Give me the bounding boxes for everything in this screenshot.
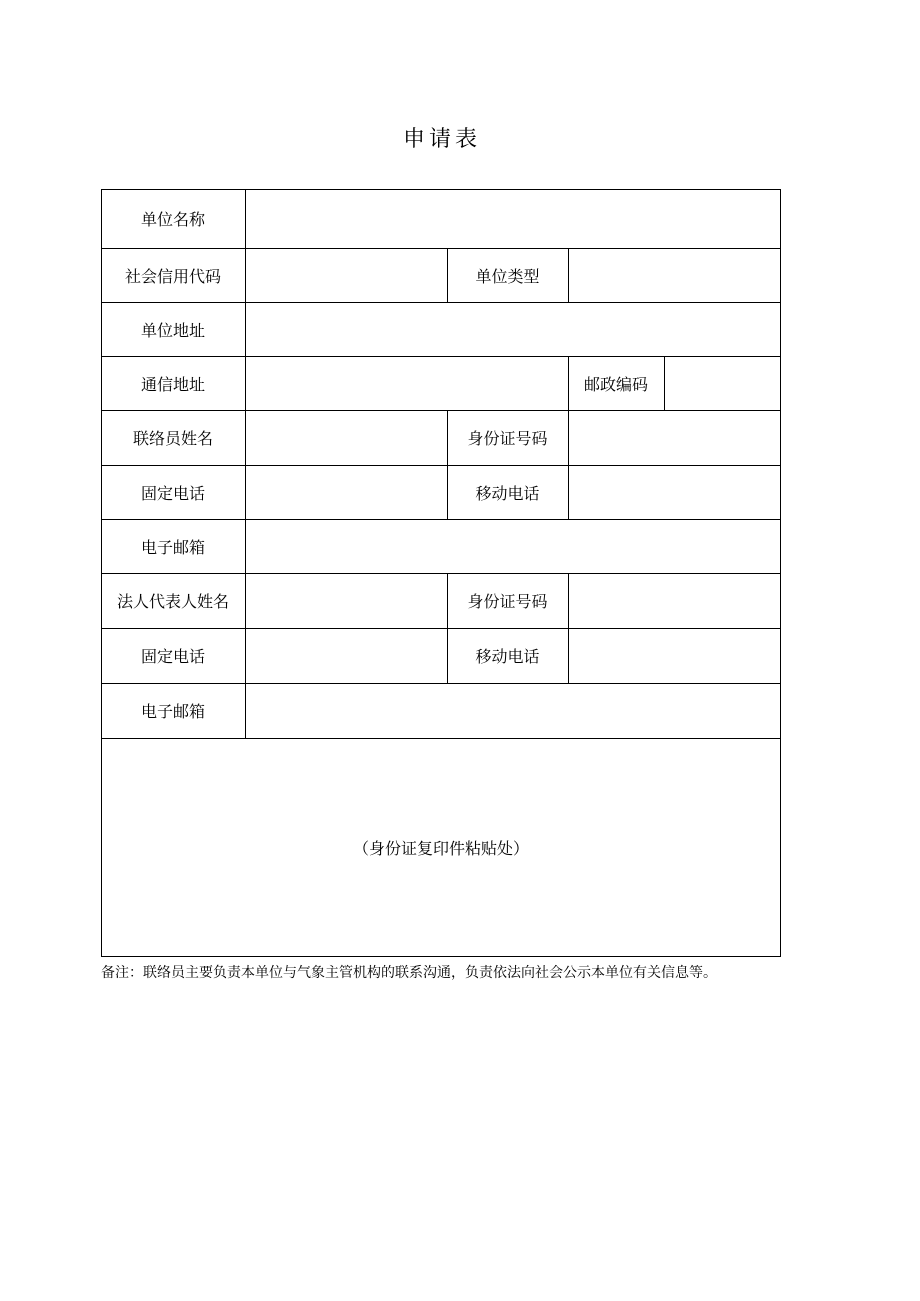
credit-code-label: 社会信用代码 <box>124 266 221 286</box>
legal-mobile-label: 移动电话 <box>475 647 540 666</box>
table-border-bottom <box>101 956 781 957</box>
footnote: 备注：联络员主要负责本单位与气象主管机构的联系沟通，负责依法向社会公示本单位有关信息等。 <box>101 965 717 981</box>
id-copy-paste-area: （身份证复印件粘贴处） <box>352 839 529 858</box>
liaison-phone-label: 固定电话 <box>140 483 205 503</box>
unit-name-label: 单位名称 <box>140 210 205 229</box>
credit-code-field[interactable] <box>246 249 447 302</box>
legal-email-label: 电子邮箱 <box>140 702 205 721</box>
legal-id-label: 身份证号码 <box>467 592 548 611</box>
liaison-name-field[interactable] <box>246 411 447 465</box>
legal-id-field[interactable] <box>569 574 780 628</box>
mail-address-field[interactable] <box>246 357 568 410</box>
liaison-email-label: 电子邮箱 <box>140 537 205 557</box>
unit-name-field[interactable] <box>246 190 780 248</box>
liaison-id-field[interactable] <box>569 411 780 465</box>
unit-address-label: 单位地址 <box>140 320 205 340</box>
liaison-email-field[interactable] <box>246 520 780 573</box>
unit-type-label: 单位类型 <box>475 266 540 286</box>
liaison-phone-field[interactable] <box>246 466 447 519</box>
postal-code-label: 邮政编码 <box>583 374 648 394</box>
liaison-mobile-field[interactable] <box>569 466 780 519</box>
application-form-table <box>101 189 781 957</box>
liaison-id-label: 身份证号码 <box>467 429 548 448</box>
liaison-name-label: 联络员姓名 <box>132 429 213 448</box>
postal-code-field[interactable] <box>665 357 780 410</box>
legal-name-field[interactable] <box>246 574 447 628</box>
liaison-mobile-label: 移动电话 <box>475 483 540 503</box>
legal-email-field[interactable] <box>246 684 780 738</box>
legal-name-label: 法人代表人姓名 <box>116 592 229 611</box>
mail-address-label: 通信地址 <box>140 374 205 394</box>
unit-address-field[interactable] <box>246 303 780 356</box>
legal-phone-label: 固定电话 <box>140 647 205 666</box>
page-title: 申请表 <box>402 127 481 152</box>
unit-type-field[interactable] <box>569 249 780 302</box>
legal-phone-field[interactable] <box>246 629 447 683</box>
legal-mobile-field[interactable] <box>569 629 780 683</box>
